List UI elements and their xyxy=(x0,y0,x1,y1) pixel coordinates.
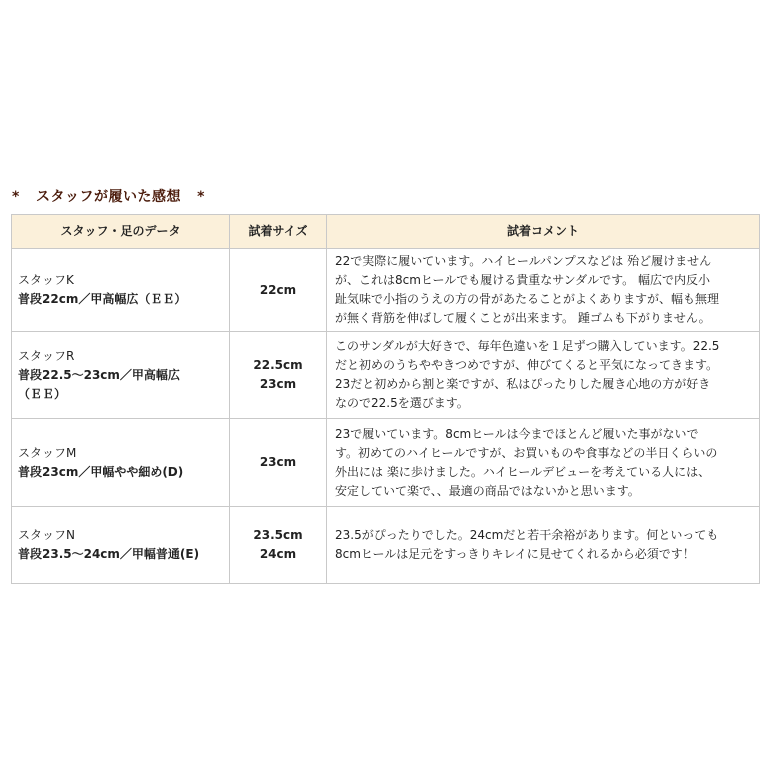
table-header-row xyxy=(12,215,760,249)
comment-cell xyxy=(327,419,760,507)
size-cell xyxy=(230,507,327,584)
heading-title: スタッフが履いた感想 xyxy=(35,189,181,205)
comment-line: 外出には 楽に歩けました。ハイヒールデビューを考えている人には、 xyxy=(335,464,711,479)
staff-name: スタッフK xyxy=(18,273,74,287)
staff-cell xyxy=(12,249,230,332)
table-row xyxy=(12,507,760,584)
header-trial-comment: 試着コメント xyxy=(327,215,760,249)
comment-line: なので22.5を選びます。 xyxy=(335,396,469,410)
comment-line: が無く背筋を伸ばして履くことが出来ます。 踵ゴムも下がりません。 xyxy=(335,311,711,325)
staff-cell xyxy=(12,507,230,584)
table-row xyxy=(12,332,760,419)
staff-foot-data: 普段22.5〜23cm／甲高幅広 xyxy=(18,367,180,382)
trial-size: 22cm xyxy=(259,282,297,297)
trial-size: 23cm xyxy=(259,377,297,391)
staff-review-table xyxy=(11,214,760,584)
comment-line: 8cmヒールは足元をすっきりキレイに見せてくれるから必須です！ xyxy=(335,547,695,561)
comment-line: 22で実際に履いています。ハイヒールパンプスなどは 殆ど履けません xyxy=(335,254,712,268)
trial-size: 23cm xyxy=(259,455,297,469)
header-staff-data: スタッフ・足のデータ xyxy=(12,215,230,249)
staff-name: スタッフR xyxy=(18,348,75,363)
trial-size: 24cm xyxy=(259,547,297,561)
comment-line: す。初めてのハイヒールですが、お買いものや食事などの半日くらいの xyxy=(335,445,718,460)
staff-cell xyxy=(12,332,230,419)
staff-foot-data-width: （ＥＥ） xyxy=(18,386,67,401)
comment-cell xyxy=(327,332,760,419)
comment-line: だと初めのうちややきつめですが、伸びてくると平気になってきます。 xyxy=(335,358,719,372)
comment-line: が、これは8cmヒールでも履ける貴重なサンダルです。 幅広で内反小 xyxy=(335,273,710,287)
staff-foot-data: 普段22cm／甲高幅広（ＥＥ） xyxy=(18,292,187,306)
size-cell xyxy=(230,249,327,332)
trial-size: 22.5cm xyxy=(253,358,303,372)
staff-name: スタッフM xyxy=(18,445,77,460)
staff-foot-data: 普段23.5〜24cm／甲幅普通(E) xyxy=(18,547,200,561)
section-heading xyxy=(12,186,205,206)
table-row xyxy=(12,249,760,332)
comment-line: 安定していて楽で、、最適の商品ではないかと思います。 xyxy=(335,483,640,498)
size-cell xyxy=(230,419,327,507)
heading-prefix-asterisk: * xyxy=(12,189,20,205)
comment-cell xyxy=(327,507,760,584)
comment-line: 23.5がぴったりでした。24cmだと若干余裕があります。何といっても xyxy=(335,528,719,542)
header-trial-size: 試着サイズ xyxy=(230,215,327,249)
comment-line: 23で履いています。8cmヒールは今までほとんど履いた事がないで xyxy=(335,426,699,441)
trial-size: 23.5cm xyxy=(253,528,303,542)
table-row xyxy=(12,419,760,507)
heading-suffix-asterisk: * xyxy=(197,189,205,205)
comment-line: 趾気味で小指のうえの方の骨があたることがよくありますが、幅も無理 xyxy=(335,292,720,306)
staff-name: スタッフN xyxy=(18,528,75,542)
size-cell xyxy=(230,332,327,419)
staff-foot-data: 普段23cm／甲幅やや細め(D) xyxy=(18,464,184,479)
comment-cell xyxy=(327,249,760,332)
staff-cell xyxy=(12,419,230,507)
comment-line: 23だと初めから割と楽ですが、私はぴったりした履き心地の方が好き xyxy=(335,377,711,391)
comment-line: このサンダルが大好きで、毎年色違いを１足ずつ購入しています。22.5 xyxy=(335,339,720,353)
